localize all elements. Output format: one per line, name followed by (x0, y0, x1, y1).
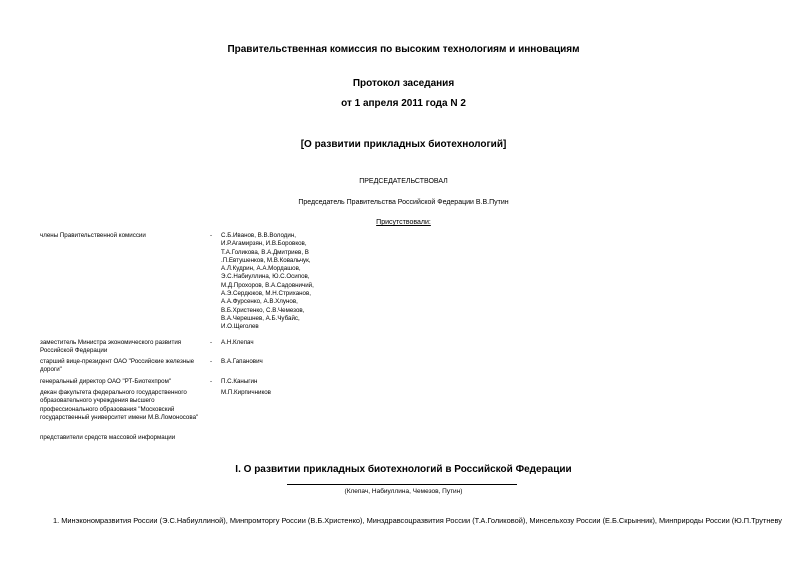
attendee-role: представители средств массовой информации (40, 434, 176, 441)
section-title: I. О развитии прикладных биотехнологий в Российской Федерации (235, 464, 572, 475)
attendee-role: заместитель Министра экономического развития Российской Федерации (40, 339, 182, 355)
attendee-names: П.С.Каныгин (221, 378, 258, 385)
attendee-dash: - (210, 378, 213, 385)
attendee-names: А.Н.Клепач (221, 339, 254, 346)
commission-title: Правительственная комиссия по высоким технологиям и инновациям (227, 44, 580, 55)
attendee-dash: - (210, 358, 213, 365)
protocol-topic: [О развитии прикладных биотехнологий] (300, 139, 507, 150)
attendee-names: С.Б.Иванов, В.В.Володин, И.Р.Агамирзян, И.В.Боровков, Т.А.Голикова, В.А.Дмитриев, В .П.Евтушенков, М.В.Ковальчук, А.Л.Кудрин, А.А.Мордашов, Э.С.Набиуллина, Ю.С.Осипов, М.Д.Прохоров, В.А.Садовничий, А.Э.Сердюков, М.Н.Стриханов, А.А.Фурсенко, А.В.Хлунов, В.Б.Христенко, С.В.Чемезов, В.А.Черешнев, А.Б.Чубайс, И.О.Щеголев (221, 232, 314, 331)
section-speakers: (Клепач, Набиуллина, Чемезов, Путин) (344, 488, 463, 495)
protocol-title: Протокол заседания (352, 78, 455, 89)
decision-item-1: 1. Минэкономразвития России (Э.С.Набиуллиной), Минпромторгу России (В.Б.Христенко), Минздравсоцразвития России (Т.А.Голиковой), Минсельхозу России (Е.Б.Скрынник), Минприроды России (Ю.П.Трутневу (53, 516, 782, 525)
section-divider (287, 484, 517, 485)
attendee-role: генеральный директор ОАО "РТ-Биотехпром" (40, 378, 172, 385)
attendee-names: М.П.Кирпичников (221, 389, 271, 396)
chair-line: Председатель Правительства Российской Федерации В.В.Путин (298, 199, 509, 206)
protocol-date-number: от 1 апреля 2011 года N 2 (341, 98, 466, 109)
attendee-role: члены Правительственной комиссии (40, 232, 146, 239)
present-heading: Присутствовали: (376, 219, 431, 226)
attendee-dash: - (210, 339, 213, 346)
attendee-names: В.А.Гапанович (221, 358, 263, 365)
attendee-role: декан факультета федерального государственного образовательного учреждения высшего профессионального образования "Московский государственный университет имени М.В.Ломоносова" (40, 389, 199, 421)
presidium-heading: ПРЕДСЕДАТЕЛЬСТВОВАЛ (359, 178, 448, 185)
attendee-dash: - (210, 232, 213, 239)
attendee-role: старший вице-президент ОАО "Российские железные дороги" (40, 358, 195, 374)
